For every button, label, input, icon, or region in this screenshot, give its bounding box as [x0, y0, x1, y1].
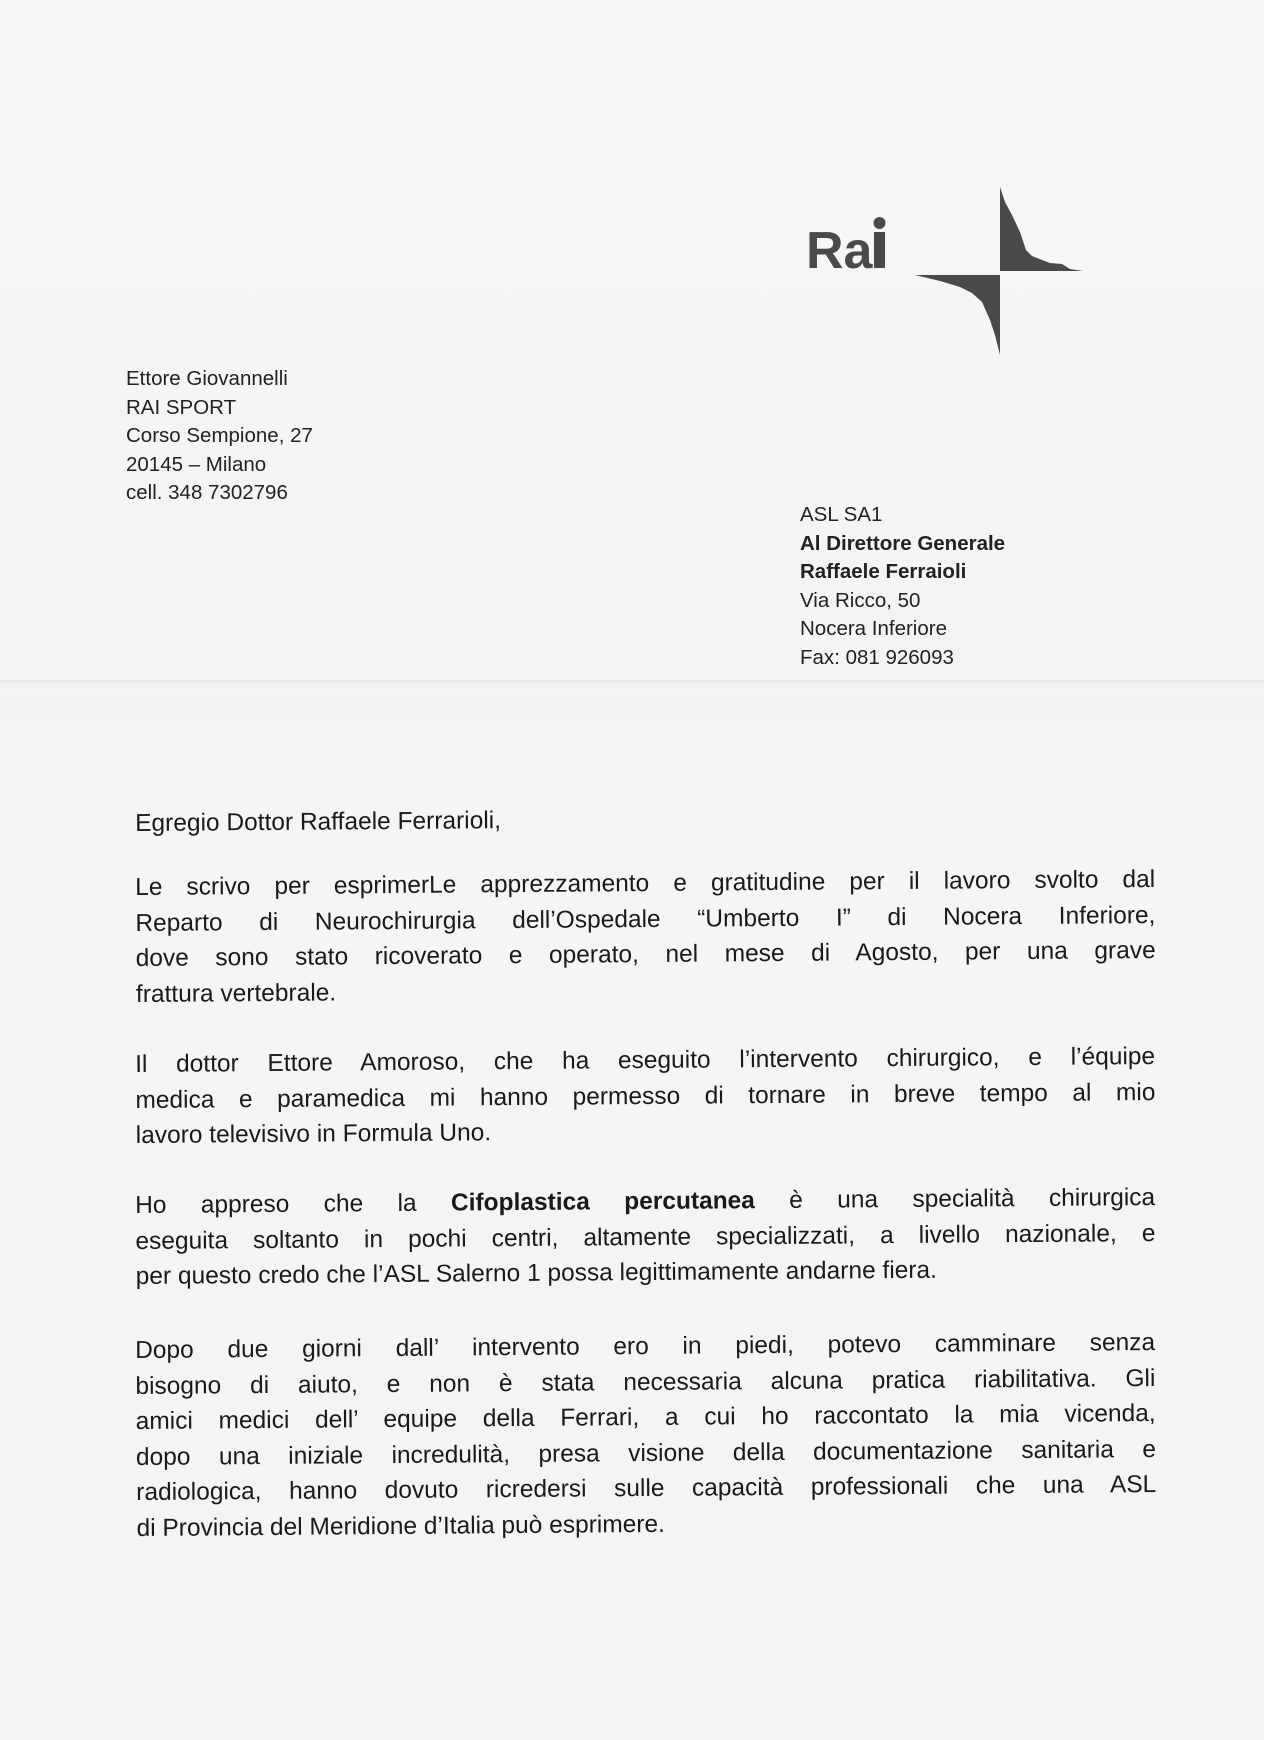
svg-text:Ra: Ra	[806, 222, 873, 280]
sender-company: RAI SPORT	[126, 395, 237, 419]
text-line: eseguita soltanto in pochi centri, altamente specializzati, a livello nazionale, e	[135, 1219, 1156, 1255]
text-line: Reparto di Neurochirurgia dell’Ospedale “Umberto I” di Nocera Inferiore,	[135, 901, 1156, 937]
rai-star-icon	[1000, 187, 1083, 271]
text-line: amici medici dell’ equipe della Ferrari, a cui ho raccontato la mia vicenda,	[135, 1400, 1156, 1436]
paragraph-2	[135, 1039, 1156, 1154]
sender-street: Corso Sempione, 27	[126, 424, 313, 447]
paper-fold	[0, 680, 1264, 683]
text-line: per questo credo che l’ASL Salerno 1 possa legittimamente andarne fiera.	[135, 1256, 938, 1291]
rai-logo	[800, 180, 1100, 360]
text-line: radiologica, hanno dovuto ricredersi sulle capacità professionali che una ASL	[136, 1471, 1157, 1507]
text-line: dove sono stato ricoverato e operato, nel mese di Agosto, per una grave	[135, 937, 1156, 973]
sender-address	[126, 365, 313, 508]
sender-phone: cell. 348 7302796	[126, 481, 288, 504]
text-segment: è una specialità chirurgica	[754, 1183, 1156, 1215]
paragraph-1	[135, 862, 1156, 1012]
recipient-fax: Fax: 081 926093	[800, 645, 954, 669]
text-line: Dopo due giorni dall’ intervento ero in piedi, potevo camminare senza	[135, 1328, 1156, 1364]
text-line: di Provincia del Meridione d’Italia può esprimere.	[136, 1510, 666, 1542]
text-line: medica e paramedica mi hanno permesso di tornare in breve tempo al mio	[135, 1078, 1156, 1114]
text-line: frattura vertebrale.	[135, 979, 337, 1008]
paragraph-3	[135, 1180, 1156, 1295]
text-line: lavoro televisivo in Formula Uno.	[135, 1119, 492, 1150]
text-segment: Ho appreso che la	[135, 1189, 452, 1219]
sender-city: 20145 – Milano	[126, 452, 267, 476]
recipient-street: Via Ricco, 50	[800, 588, 921, 612]
recipient-city: Nocera Inferiore	[800, 617, 947, 640]
sender-name: Ettore Giovannelli	[126, 367, 288, 390]
text-line: Il dottor Ettore Amoroso, che ha eseguito l’intervento chirurgico, e l’équipe	[135, 1042, 1156, 1078]
text-line: dopo una iniziale incredulità, presa visione della documentazione sanitaria e	[135, 1435, 1157, 1471]
recipient-address	[800, 501, 1005, 672]
recipient-title: Al Direttore Generale	[800, 531, 1006, 555]
highlighted-term: Cifoplastica percutanea	[450, 1187, 755, 1217]
recipient-org: ASL SA1	[800, 503, 883, 526]
text-line: Le scrivo per esprimerLe apprezzamento e gratitudine per il lavoro svolto dal	[135, 865, 1156, 901]
text-line: bisogno di aiuto, e non è stata necessaria alcuna pratica riabilitativa. Gli	[135, 1364, 1156, 1400]
recipient-name: Raffaele Ferraioli	[800, 560, 967, 583]
salutation-text: Egregio Dottor Raffaele Ferrarioli,	[135, 807, 502, 837]
paragraph-4	[135, 1325, 1157, 1547]
